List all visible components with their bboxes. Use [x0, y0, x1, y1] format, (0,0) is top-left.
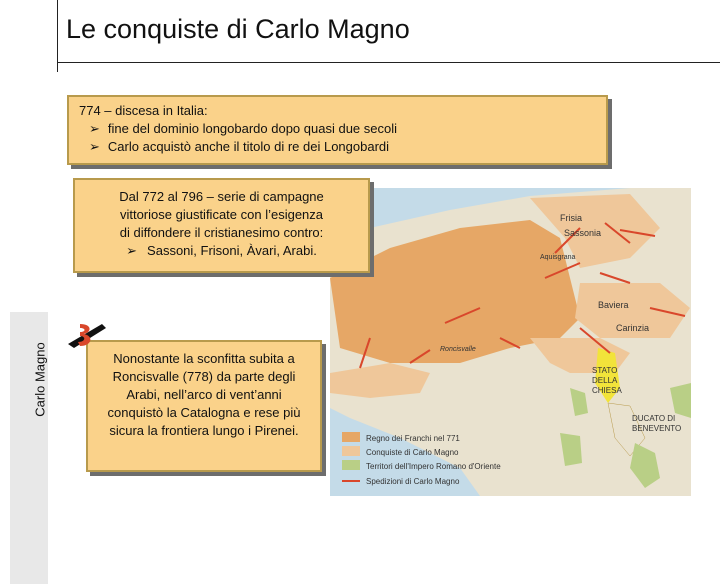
- legend-swatch: [342, 432, 360, 442]
- info-box-italy: [67, 95, 608, 165]
- legend-label: Regno dei Franchi nel 771: [366, 434, 460, 443]
- bullet-item: [79, 138, 596, 156]
- map-label-baviera: Baviera: [598, 300, 629, 310]
- legend-swatch: [342, 460, 360, 470]
- arrow-bullet-icon: ➢: [126, 243, 138, 258]
- bullet-text: Carlo acquistò anche il titolo di re dei Longobardi: [107, 139, 390, 154]
- logo-icon: [62, 318, 108, 352]
- map-label-papal-states: STATO: [592, 366, 618, 375]
- bullet-item: [79, 120, 596, 138]
- campaigns-text: Dal 772 al 796 – serie di campagne: [119, 189, 324, 204]
- map-label-aquisgrana: Aquisgrana: [540, 254, 576, 261]
- map-label-frisia: Frisia: [560, 213, 582, 223]
- arrow-bullet-icon: ➢: [89, 139, 100, 154]
- legend-label: Territori dell'Impero Romano d'Oriente: [366, 462, 501, 471]
- title-rule-vertical: [57, 0, 58, 72]
- info-box-heading: 774 – discesa in Italia:: [79, 103, 208, 118]
- map-label-sassonia: Sassonia: [564, 228, 602, 238]
- title-rule: [57, 62, 720, 63]
- map-label-roncisvalle: Roncisvalle: [440, 346, 476, 353]
- sidebar-label: Carlo Magno: [32, 342, 48, 417]
- map-image: [330, 188, 691, 496]
- legend-label: Spedizioni di Carlo Magno: [366, 477, 460, 486]
- bullet-text: Sassoni, Frisoni, Àvari, Arabi.: [147, 243, 317, 258]
- map-label-papal-states: DELLA: [592, 376, 618, 385]
- campaigns-text: vittoriose giustificate con l’esigenza: [119, 207, 324, 222]
- bullet-item: [85, 242, 358, 260]
- map-label-benevento: DUCATO DI: [632, 414, 676, 423]
- info-box-roncisvalle: [86, 340, 322, 472]
- info-box-campaigns: [73, 178, 370, 273]
- roncisvalle-text: Nonostante la sconfitta subita a Roncisvalle (778) da parte degli Arabi, nell’arco di vent’anni conquistò la Catalogna e rese più sicura la frontiera lungo i Pirenei.: [107, 351, 301, 438]
- map-svg: [330, 188, 691, 496]
- legend-swatch: [342, 446, 360, 456]
- campaigns-text: di diffondere il cristianesimo contro:: [119, 225, 324, 240]
- page-title: Le conquiste di Carlo Magno: [66, 14, 410, 44]
- map-label-benevento: BENEVENTO: [632, 424, 682, 433]
- arrow-bullet-icon: ➢: [89, 121, 100, 136]
- map-label-papal-states: CHIESA: [592, 386, 622, 395]
- map-label-carinzia: Carinzia: [616, 323, 650, 333]
- bullet-text: fine del dominio longobardo dopo quasi due secoli: [107, 121, 398, 136]
- legend-label: Conquiste di Carlo Magno: [366, 448, 459, 457]
